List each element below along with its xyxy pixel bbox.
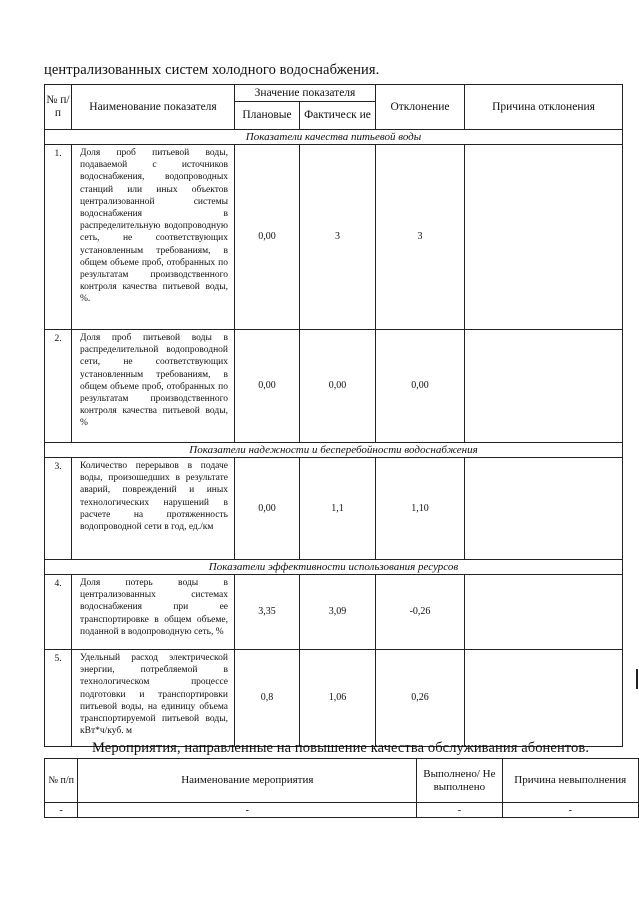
row-deviation: 3 (376, 145, 465, 330)
table-row (45, 458, 623, 560)
header-planned: Плановые (235, 102, 300, 130)
row-actual: 1,06 (300, 650, 376, 747)
row-num: 2. (45, 330, 72, 443)
row-actual: 1,1 (300, 458, 376, 560)
row-deviation: 0,26 (376, 650, 465, 747)
header-num: № п/п (45, 85, 72, 130)
row-num: 4. (45, 575, 72, 650)
header-actual: Фактическ ие (300, 102, 376, 130)
row-name: Удельный расход электрической энергии, потребляемой в технологическом процессе подготовки и транспортировки питьевой воды, на единицу объема транспортируемой питьевой воды, кВт*ч/куб. м (72, 650, 235, 747)
row-name: Количество перерывов в подаче воды, произошедших в результате аварий, повреждений и иных технологических нарушений в расчете на протяженность водопроводной сети в год, ед./км (72, 458, 235, 560)
header-done: Выполнено/ Не выполнено (417, 759, 502, 803)
section-heading: централизованных систем холодного водоснабжения. (44, 62, 380, 78)
header-reason: Причина невыполнения (502, 759, 638, 803)
row-reason (465, 330, 623, 443)
row-deviation: -0,26 (376, 575, 465, 650)
row-name: Доля проб питьевой воды в распределительной водопроводной сети, не соответствующих установленным требованиям, в общем объеме проб, отобранных по результатам производственного контроля качества питьевой воды, % (72, 330, 235, 443)
section-title-reliability: Показатели надежности и бесперебойности водоснабжения (45, 443, 623, 458)
row-reason (465, 575, 623, 650)
header-value-group: Значение показателя (235, 85, 376, 102)
row-reason: - (502, 803, 638, 818)
row-planned: 0,00 (235, 145, 300, 330)
row-num: - (45, 803, 78, 818)
section-row (45, 130, 623, 145)
row-deviation: 1,10 (376, 458, 465, 560)
row-planned: 3,35 (235, 575, 300, 650)
row-reason (465, 650, 623, 747)
row-planned: 0,00 (235, 330, 300, 443)
row-name: Доля проб питьевой воды, подаваемой с источников водоснабжения, водопроводных станций или иных объектов централизованной системы водоснабжения в распределительную водопроводную сеть, не соответствующих установленным требованиям, в общем объеме проб, отобранных по результатам производственного контроля качества питьевой воды, %. (72, 145, 235, 330)
header-num: № п/п (45, 759, 78, 803)
row-actual: 0,00 (300, 330, 376, 443)
header-reason: Причина отклонения (465, 85, 623, 130)
row-name: - (78, 803, 417, 818)
indicators-table (44, 84, 623, 747)
row-planned: 0,8 (235, 650, 300, 747)
table-header-row (45, 85, 623, 102)
row-num: 1. (45, 145, 72, 330)
header-name: Наименование показателя (72, 85, 235, 130)
row-deviation: 0,00 (376, 330, 465, 443)
row-num: 5. (45, 650, 72, 747)
table-row (45, 575, 623, 650)
measures-heading: Мероприятия, направленные на повышение качества обслуживания абонентов. (92, 740, 590, 756)
row-reason (465, 458, 623, 560)
row-planned: 0,00 (235, 458, 300, 560)
row-reason (465, 145, 623, 330)
measures-table (44, 758, 639, 818)
section-row (45, 443, 623, 458)
table-row (45, 650, 623, 747)
row-num: 3. (45, 458, 72, 560)
header-deviation: Отклонение (376, 85, 465, 130)
table-row (45, 803, 639, 818)
row-actual: 3,09 (300, 575, 376, 650)
row-done: - (417, 803, 502, 818)
row-actual: 3 (300, 145, 376, 330)
table-row (45, 330, 623, 443)
section-title-quality: Показатели качества питьевой воды (45, 130, 623, 145)
row-name: Доля потерь воды в централизованных системах водоснабжения при ее транспортировке в общем объеме, поданной в водопроводную сеть, % (72, 575, 235, 650)
table-header-row (45, 759, 639, 803)
scan-edge-mark (636, 669, 638, 689)
table-row (45, 145, 623, 330)
header-measure-name: Наименование мероприятия (78, 759, 417, 803)
section-row (45, 560, 623, 575)
section-title-efficiency: Показатели эффективности использования ресурсов (45, 560, 623, 575)
